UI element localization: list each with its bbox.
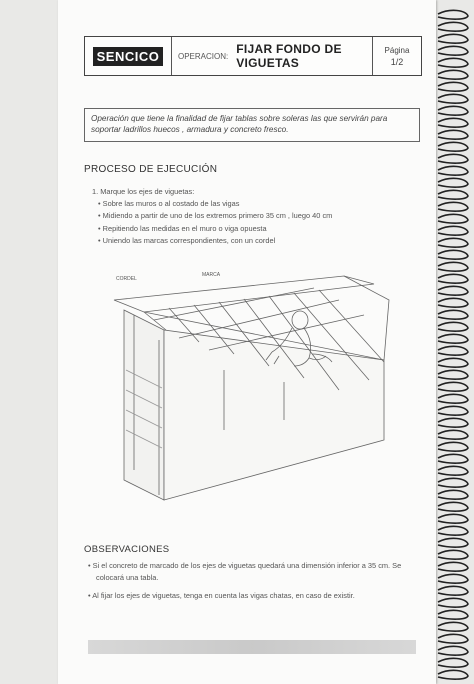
operation-cell	[172, 37, 373, 75]
spiral-coil	[438, 646, 468, 655]
page-label: Página	[384, 45, 410, 55]
page-number: 1/2	[390, 56, 404, 67]
spiral-coil	[438, 94, 468, 103]
step-1: 1. Marque los ejes de viguetas:	[92, 187, 195, 196]
spiral-coil	[438, 538, 468, 547]
construction-illustration	[104, 270, 392, 514]
spiral-coil	[438, 262, 468, 271]
spiral-coil	[438, 226, 468, 235]
spiral-coil	[438, 238, 468, 247]
spiral-coil	[438, 490, 468, 499]
spiral-coil	[438, 166, 468, 175]
spiral-coil	[438, 298, 468, 307]
substep-2: • Midiendo a partir de uno de los extremos primero 35 cm , luego 40 cm	[98, 211, 333, 221]
observations-title: OBSERVACIONES	[84, 544, 170, 555]
observation-2: • Al fijar los ejes de viguetas, tenga en cuenta las vigas chatas, en caso de existir.	[88, 591, 355, 600]
spiral-coil	[438, 418, 468, 427]
spiral-coil	[438, 478, 468, 487]
spiral-coil	[438, 382, 468, 391]
spiral-coil	[438, 154, 468, 163]
spiral-coil	[438, 634, 468, 643]
spiral-coil	[438, 250, 468, 259]
header-table	[84, 36, 422, 76]
spiral-coil	[438, 142, 468, 151]
spiral-coil	[438, 586, 468, 595]
spiral-coil	[438, 526, 468, 535]
spiral-coil	[438, 10, 468, 19]
spiral-coil	[438, 106, 468, 115]
spiral-coil	[438, 346, 468, 355]
page-cell	[373, 37, 421, 75]
sencico-logo: SENCICO	[93, 47, 164, 66]
process-title: PROCESO DE EJECUCIÓN	[84, 164, 218, 175]
spiral-coil	[438, 514, 468, 523]
spiral-coil	[438, 34, 468, 43]
figure-label-cordel: CORDEL	[116, 276, 137, 282]
spiral-coil	[438, 70, 468, 79]
observation-1: • Si el concreto de marcado de los ejes de viguetas quedará una dimensión inferior a 35 cm. Se colocará una tabla.	[88, 561, 402, 582]
spiral-coil	[438, 574, 468, 583]
spiral-coil	[438, 82, 468, 91]
spiral-coil	[438, 406, 468, 415]
spiral-coil	[438, 442, 468, 451]
spiral-coil	[438, 22, 468, 31]
spiral-coil	[438, 622, 468, 631]
spiral-coil	[438, 190, 468, 199]
spiral-coil	[438, 454, 468, 463]
substep-4: • Uniendo las marcas correspondientes, con un cordel	[98, 235, 276, 245]
spiral-coil	[438, 214, 468, 223]
observations-list	[88, 560, 408, 608]
spiral-coil	[438, 310, 468, 319]
spiral-coil	[438, 370, 468, 379]
spiral-coil	[438, 322, 468, 331]
logo-cell	[85, 37, 172, 75]
operation-title: FIJAR FONDO DE VIGUETAS	[236, 42, 342, 70]
spiral-coil	[438, 466, 468, 475]
spiral-coil	[438, 550, 468, 559]
spiral-coil	[438, 274, 468, 283]
figure-label-marca: MARCA	[202, 272, 221, 278]
spiral-coil	[438, 202, 468, 211]
spiral-coil	[438, 286, 468, 295]
spiral-coil	[438, 394, 468, 403]
spiral-binding	[436, 0, 472, 684]
operation-label: OPERACION:	[178, 51, 229, 61]
spiral-coil	[438, 130, 468, 139]
spiral-coil	[438, 430, 468, 439]
spiral-coil	[438, 670, 468, 679]
spiral-coil	[438, 358, 468, 367]
spiral-coil	[438, 118, 468, 127]
spiral-coil	[438, 178, 468, 187]
spiral-coil	[438, 658, 468, 667]
spiral-coil	[438, 46, 468, 55]
spiral-coil	[438, 610, 468, 619]
spiral-coil	[438, 334, 468, 343]
footer-bar	[88, 640, 416, 654]
spiral-coil	[438, 598, 468, 607]
spiral-coil	[438, 58, 468, 67]
spiral-coil	[438, 502, 468, 511]
operation-description: Operación que tiene la finalidad de fijar tablas sobre soleras las que servirán para soportar ladrillos huecos , armadura y concreto fresco.	[84, 108, 420, 142]
process-list	[84, 186, 414, 247]
substep-1: • Sobre las muros o al costado de las vigas	[98, 199, 240, 209]
spiral-coil	[438, 562, 468, 571]
substep-3: • Repitiendo las medidas en el muro o viga opuesta	[98, 223, 267, 233]
